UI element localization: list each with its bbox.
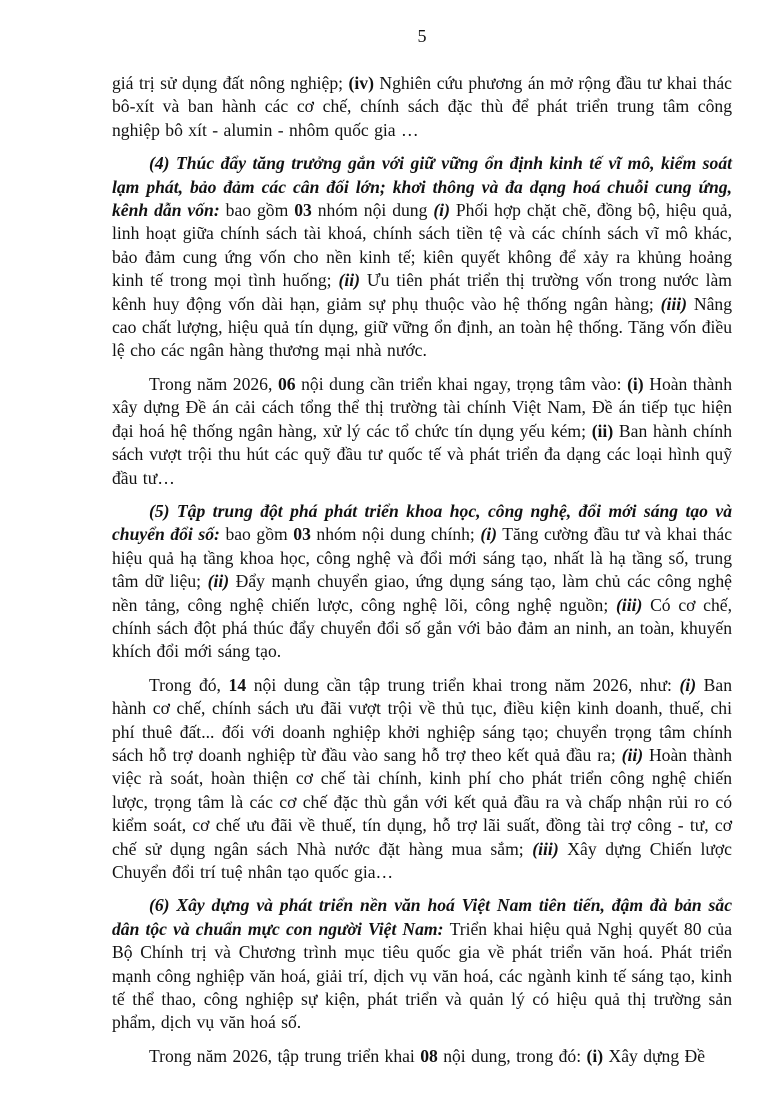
text-run: (ii): [591, 420, 614, 441]
text-run: Xây dựng Đề: [603, 1045, 706, 1066]
text-run: Nghiên cứu phương án mở rộng đầu tư khai thác bô-xít và ban hành các cơ chế, chính sách đặc thù để phát triển trung tâm công nghiệp bô xít - alumin - nhôm quốc gia …: [112, 73, 732, 140]
text-run: Có cơ chế, chính sách đột phá thúc đẩy chuyển đổi số gắn với bảo đảm an ninh, an toàn, khuyến khích đổi mới sáng tạo.: [112, 594, 732, 662]
text-run: Trong năm 2026, tập trung triển khai: [149, 1045, 421, 1066]
text-run: bao gồm: [225, 200, 295, 221]
text-run: 14: [228, 674, 247, 695]
text-run: nội dung cần triển khai ngay, trọng tâm vào:: [295, 373, 628, 394]
text-run: 08: [420, 1045, 438, 1066]
text-run: Xây dựng Chiến lược Chuyển đổi trí tuệ nhân tạo quốc gia…: [112, 838, 732, 882]
text-run: Tăng cường đầu tư và khai thác hiệu quả hạ tầng khoa học, công nghệ và đổi mới sáng tạo, nhất là hạ tầng số, trung tâm dữ liệu;: [112, 524, 733, 592]
text-run: 03: [293, 524, 311, 545]
text-run: Triển khai hiệu quả Nghị quyết 80 của Bộ Chính trị và Chương trình mục tiêu quốc gia về phát triển văn hoá. Phát triển mạnh công nghiệp văn hoá, giải trí, dịch vụ văn hoá, các ngành kinh tế sáng tạo, kinh tế thể thao, công nghiệp sự kiện, phát triển và quản lý có hiệu quả thị trường sản phẩm, dịch vụ văn hoá số.: [112, 918, 732, 1033]
text-run: (i): [433, 200, 450, 221]
text-run: (6) Xây dựng và phát triển nền văn hoá Việt Nam tiên tiến, đậm đà bản sắc dân tộc và chuẩn mực con người Việt Nam:: [112, 895, 732, 939]
text-run: Phối hợp chặt chẽ, đồng bộ, hiệu quả, linh hoạt giữa chính sách tài khoá, chính sách tiền tệ và các chính sách vĩ mô khác, bảo đảm cung ứng vốn cho nền kinh tế; kiên quyết không để xảy ra khủng hoảng kinh tế trong mọi tình huống;: [112, 200, 733, 291]
document-body: [112, 72, 732, 1068]
text-run: Ban hành chính sách vượt trội thu hút các quỹ đầu tư quốc tế và phát triển đa dạng các loại hình quỹ đầu tư…: [112, 420, 732, 488]
text-run: Nâng cao chất lượng, hiệu quả tín dụng, giữ vững ổn định, an toàn hệ thống. Tăng vốn điều lệ cho các ngân hàng thương mại nhà nước.: [112, 293, 732, 361]
text-run: (iii): [615, 594, 643, 615]
text-run: Ban hành cơ chế, chính sách ưu đãi vượt trội về thủ tục, điều kiện kinh doanh, thuế, chi phí thuê đất... đối với doanh nghiệp khởi nghiệp sáng tạo; chuyển trọng tâm chính sách hỗ trợ doanh nghiệp từ đầu vào sang hỗ trợ theo kết quả đầu ra;: [112, 674, 732, 765]
text-run: nội dung cần tập trung triển khai trong năm 2026, như:: [246, 674, 680, 695]
paragraph-1: [112, 72, 732, 142]
text-run: (i): [627, 373, 644, 394]
text-run: (5) Tập trung đột phá phát triển khoa học, công nghệ, đổi mới sáng tạo và chuyển đổi số:: [112, 500, 732, 545]
paragraph-6: [112, 894, 732, 1034]
text-run: (iv): [348, 73, 374, 93]
text-run: (ii): [338, 270, 360, 291]
paragraph-4: [112, 500, 732, 664]
text-run: nhóm nội dung: [311, 200, 434, 221]
text-run: (iii): [532, 838, 559, 859]
text-run: (ii): [207, 571, 230, 592]
text-run: bao gồm: [225, 524, 294, 545]
text-run: Hoàn thành xây dựng Đề án cải cách tổng thể thị trường tài chính Việt Nam, Đề án tiếp tục hiện đại hoá hệ thống ngân hàng, xử lý các tổ chức tín dụng yếu kém;: [112, 373, 732, 441]
paragraph-5: [112, 674, 732, 885]
text-run: nội dung, trong đó:: [437, 1045, 587, 1066]
paragraph-7: [112, 1045, 732, 1068]
paragraph-2: [112, 152, 732, 363]
text-run: 03: [294, 200, 312, 221]
text-run: Trong năm 2026,: [149, 373, 278, 394]
text-run: Trong đó,: [149, 674, 229, 695]
paragraph-3: [112, 373, 732, 490]
text-run: (i): [679, 674, 697, 695]
text-run: nhóm nội dung chính;: [310, 524, 481, 545]
text-run: giá trị sử dụng đất nông nghiệp;: [112, 73, 349, 93]
text-run: Hoàn thành việc rà soát, hoàn thiện cơ chế tài chính, kinh phí cho phát triển công nghệ chiến lược, trọng tâm là các cơ chế đặc thù gắn với kết quả đầu ra và chấp nhận rủi ro có kiểm soát, cơ chế ưu đãi về thuế, tín dụng, hỗ trợ lãi suất, đồng tài trợ công - tư, cơ chế sử dụng ngân sách Nhà nước đặt hàng mua sắm;: [112, 744, 732, 859]
text-run: (i): [586, 1045, 604, 1066]
text-run: (iii): [660, 293, 688, 314]
text-run: (ii): [621, 744, 644, 765]
text-run: 06: [277, 373, 296, 394]
text-run: (4) Thúc đẩy tăng trưởng gắn với giữ vững ổn định kinh tế vĩ mô, kiểm soát lạm phát, bảo đảm các cân đối lớn; khơi thông và đa dạng hoá chuỗi cung ứng, kênh dẫn vốn:: [112, 153, 732, 221]
text-run: Đẩy mạnh chuyển giao, ứng dụng sáng tạo, làm chủ các công nghệ nền tảng, công nghệ chiến lược, công nghệ lõi, công nghệ nguồn;: [112, 571, 732, 615]
page-number: 5: [417, 26, 427, 46]
text-run: Ưu tiên phát triển thị trường vốn trong nước làm kênh huy động vốn dài hạn, giảm sự phụ thuộc vào hệ thống ngân hàng;: [112, 270, 732, 314]
text-run: (i): [480, 524, 497, 545]
